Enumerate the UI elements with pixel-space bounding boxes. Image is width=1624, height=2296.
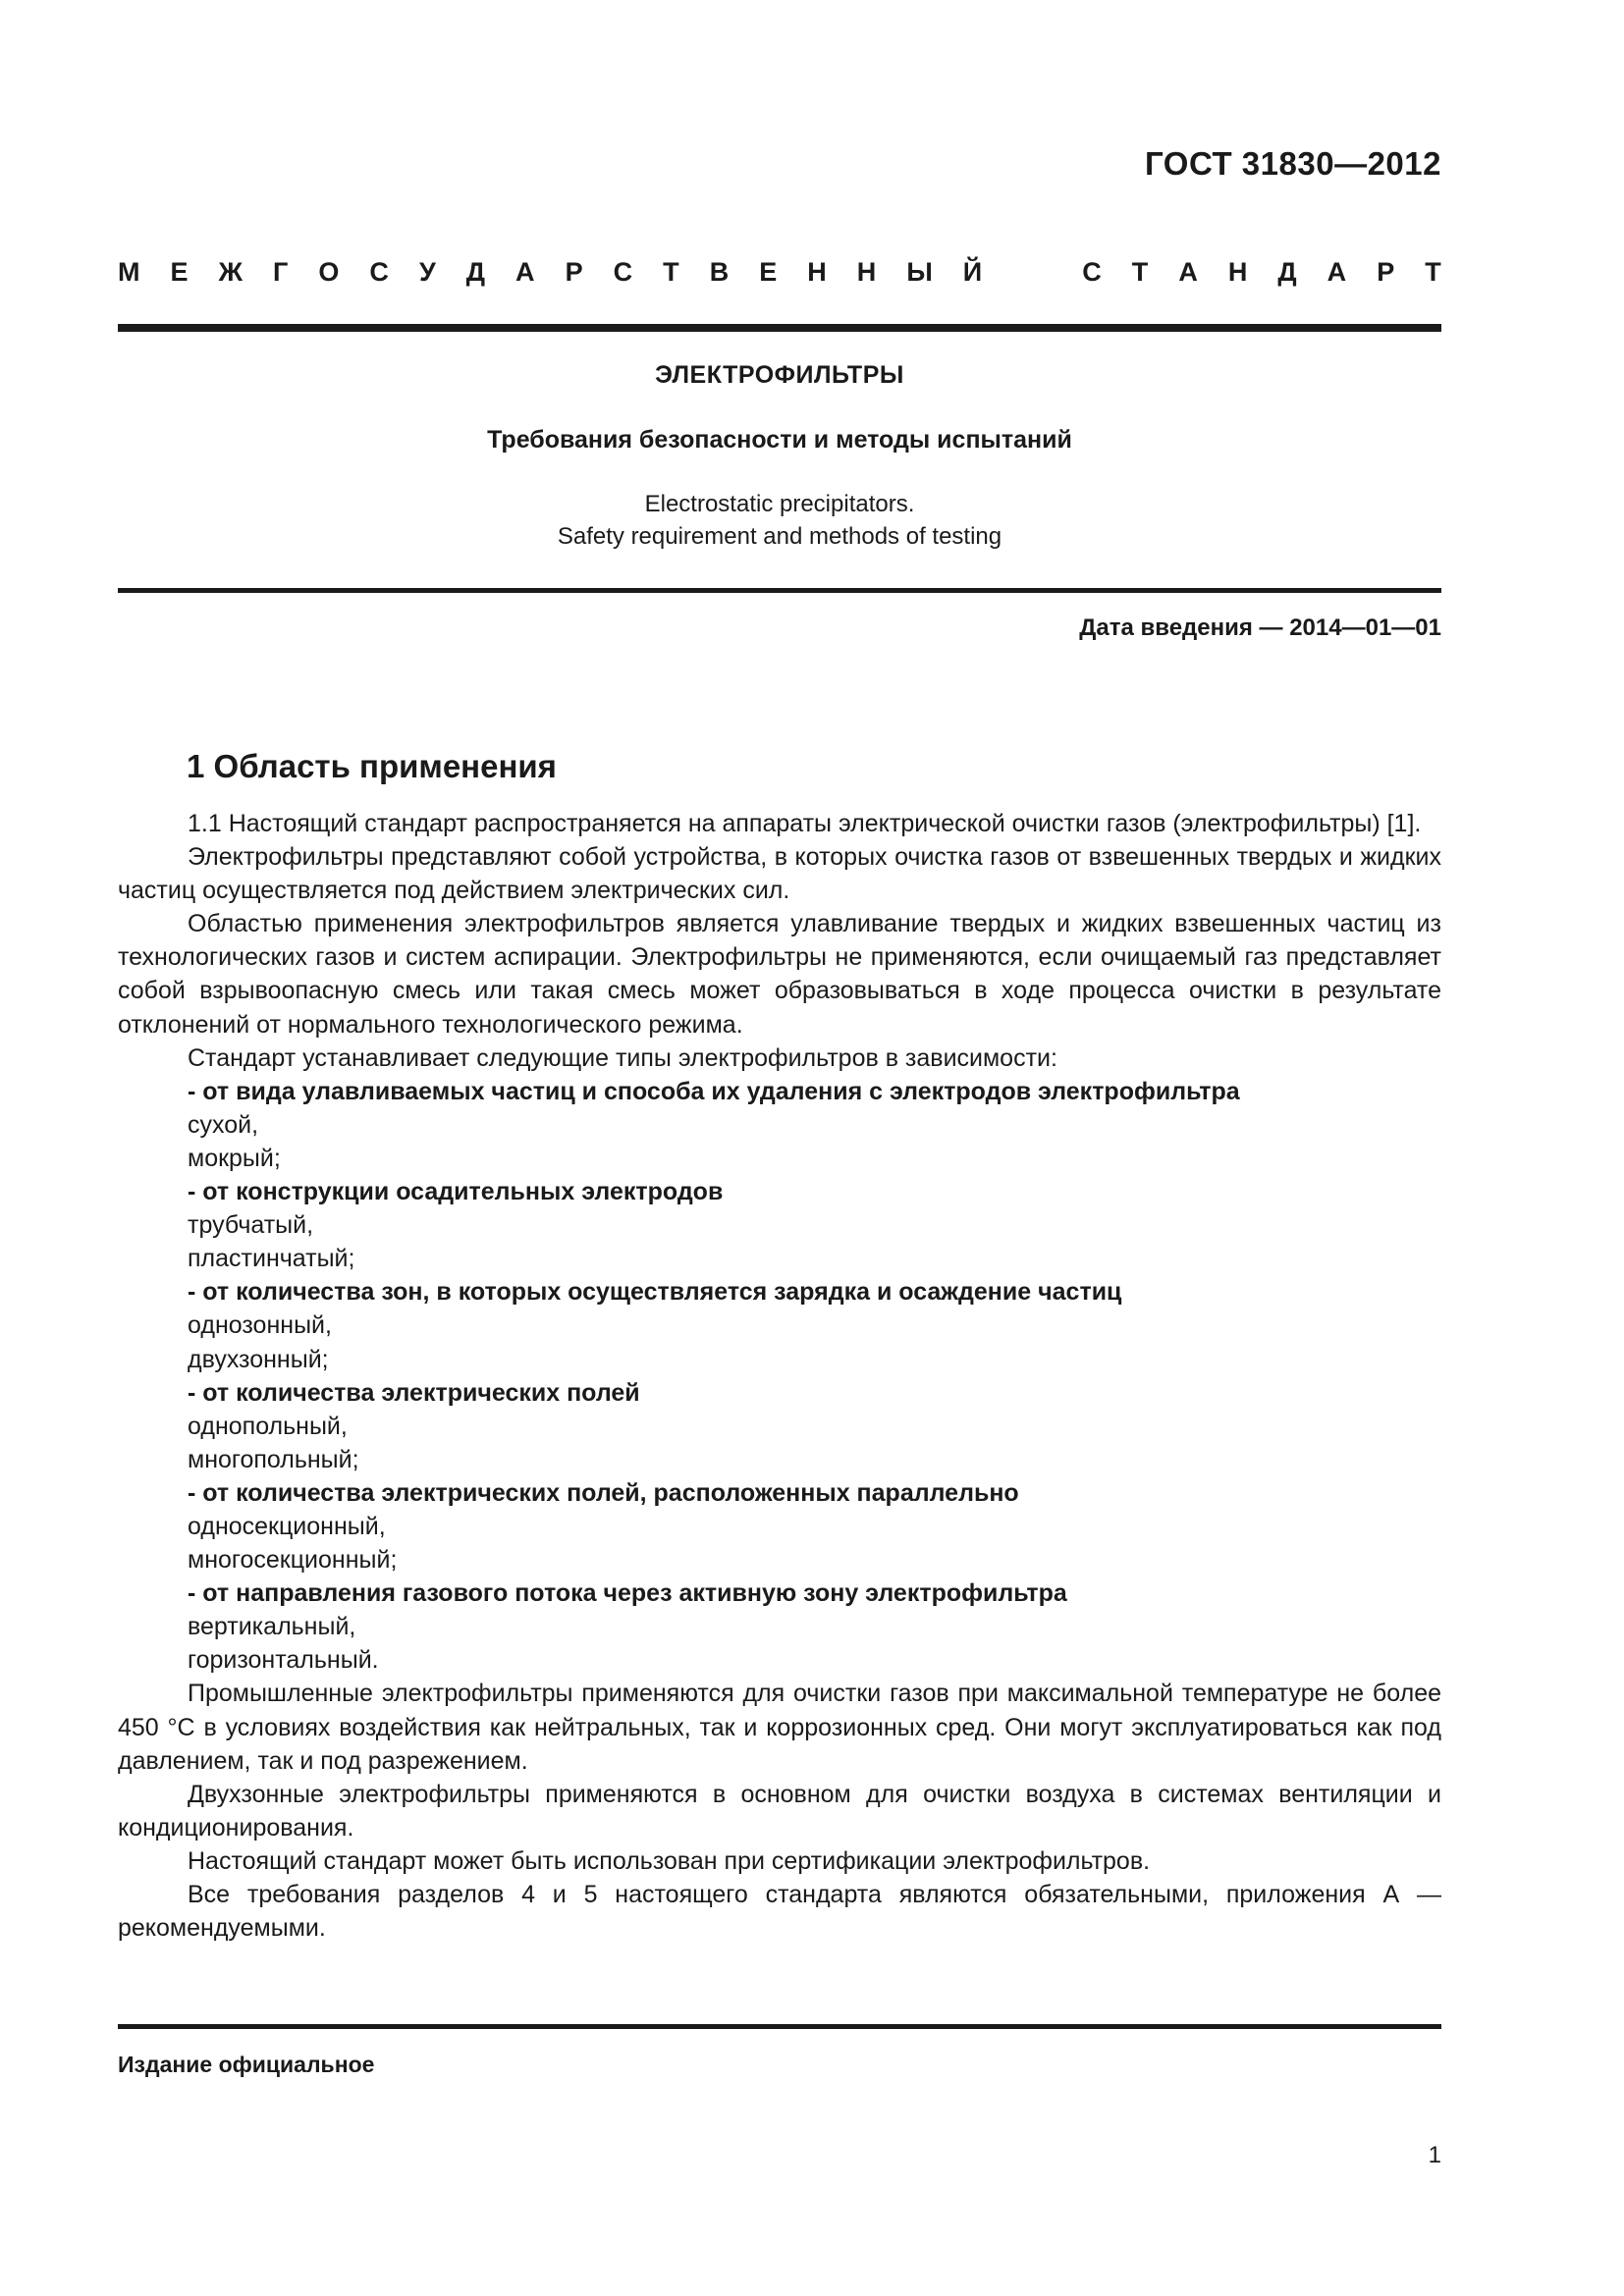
heading-letter: Д (465, 257, 486, 287)
heading-letter: Ы (906, 257, 933, 287)
heading-letter: С (1082, 257, 1102, 287)
interstate-standard-heading (118, 257, 1441, 288)
heading-letter: Ж (218, 257, 243, 287)
heading-letter: Е (170, 257, 189, 287)
heading-letter: Е (759, 257, 778, 287)
heading-letter: О (318, 257, 340, 287)
heading-letter: Т (1131, 257, 1149, 287)
heading-letter: Н (856, 257, 877, 287)
introduction-date: Дата введения — 2014—01—01 (1079, 614, 1441, 641)
classification-title: - от количества зон, в которых осуществляется зарядка и осаждение частиц (188, 1278, 1122, 1307)
paragraph: Электрофильтры представляют собой устройства, в которых очистка газов от взвешенных твердых и жидких частиц осуществляется под действием электрических сил. (118, 843, 1441, 905)
paragraph: Двухзонные электрофильтры применяются в основном для очистки воздуха в системах вентиляции и кондиционирования. (118, 1780, 1441, 1842)
section-body (118, 807, 1441, 1945)
classification-item: мокрый; (188, 1144, 281, 1172)
title-divider (118, 588, 1441, 593)
section-heading: 1 Область применения (187, 748, 557, 784)
document-title: ЭЛЕКТРОФИЛЬТРЫ (655, 361, 904, 389)
document-subtitle: Требования безопасности и методы испытаний (487, 426, 1072, 454)
english-title (118, 488, 1441, 553)
heading-letter: Г (273, 257, 289, 287)
classification-item: пластинчатый; (188, 1245, 355, 1273)
english-title-line: Safety requirement and methods of testing (557, 523, 1002, 550)
paragraph: Промышленные электрофильтры применяются для очистки газов при максимальной температуре не более 450 °С в условиях воздействия как нейтральных, так и коррозионных сред. Они могут эксплуатироваться как под давлением, так и под разрежением. (118, 1680, 1441, 1775)
english-title-line: Electrostatic precipitators. (644, 491, 915, 517)
classification-item: горизонтальный. (188, 1646, 379, 1675)
heading-letter: С (369, 257, 389, 287)
classification-item: вертикальный, (188, 1613, 356, 1641)
heading-letter: Н (1227, 257, 1248, 287)
classification-item: односекционный, (188, 1512, 386, 1540)
heading-letter: А (1326, 257, 1347, 287)
classification-title: - от направления газового потока через активную зону электрофильтра (188, 1579, 1067, 1608)
classification-item: трубчатый, (188, 1211, 314, 1240)
heading-letter: В (709, 257, 730, 287)
classification-item: однопольный, (188, 1412, 348, 1440)
classification-title: - от вида улавливаемых частиц и способа их удаления с электродов электрофильтра (188, 1077, 1240, 1105)
heading-letter: Т (663, 257, 679, 287)
heading-letter: М (118, 257, 140, 287)
classification-item: многосекционный; (188, 1546, 398, 1575)
paragraph: Областью применения электрофильтров является улавливание твердых и жидких взвешенных частиц из технологических газов и систем аспирации. Электрофильтры не применяются, если очищаемый газ представляет собой взрывоопасную смесь или такая смесь может образовываться в ходе процесса очистки в результате отклонений от нормального технологического режима. (118, 910, 1441, 1039)
heading-letter: Р (1377, 257, 1395, 287)
top-divider (118, 324, 1441, 332)
word-gap (1012, 257, 1052, 288)
paragraph: Все требования разделов 4 и 5 настоящего стандарта являются обязательными, приложения А — рекомендуемыми. (118, 1881, 1441, 1943)
paragraph: 1.1 Настоящий стандарт распространяется на аппараты электрической очистки газов (электрофильтры) [1]. (188, 810, 1422, 837)
paragraph: Стандарт устанавливает следующие типы электрофильтров в зависимости: (188, 1043, 1057, 1072)
classification-item: двухзонный; (188, 1345, 329, 1373)
heading-letter: А (515, 257, 535, 287)
classification-item: многопольный; (188, 1445, 359, 1473)
classification-title: - от количества электрических полей (188, 1378, 640, 1407)
official-edition-label: Издание официальное (118, 2052, 375, 2077)
heading-letter: Н (807, 257, 827, 287)
heading-letter: Й (962, 257, 983, 287)
classification-title: - от количества электрических полей, расположенных параллельно (188, 1478, 1019, 1507)
heading-letter: Т (1425, 257, 1441, 287)
document-code: ГОСТ 31830—2012 (1145, 145, 1441, 182)
heading-letter: У (418, 257, 436, 287)
heading-letter: Д (1277, 257, 1297, 287)
heading-letter: Р (565, 257, 583, 287)
heading-letter: С (613, 257, 633, 287)
heading-letter: А (1178, 257, 1198, 287)
classification-item: однозонный, (188, 1311, 332, 1340)
classification-item: сухой, (188, 1110, 259, 1139)
page-number: 1 (1428, 2142, 1441, 2168)
paragraph: Настоящий стандарт может быть использован при сертификации электрофильтров. (188, 1846, 1151, 1875)
footer-divider (118, 2024, 1441, 2029)
classification-title: - от конструкции осадительных электродов (188, 1178, 724, 1206)
